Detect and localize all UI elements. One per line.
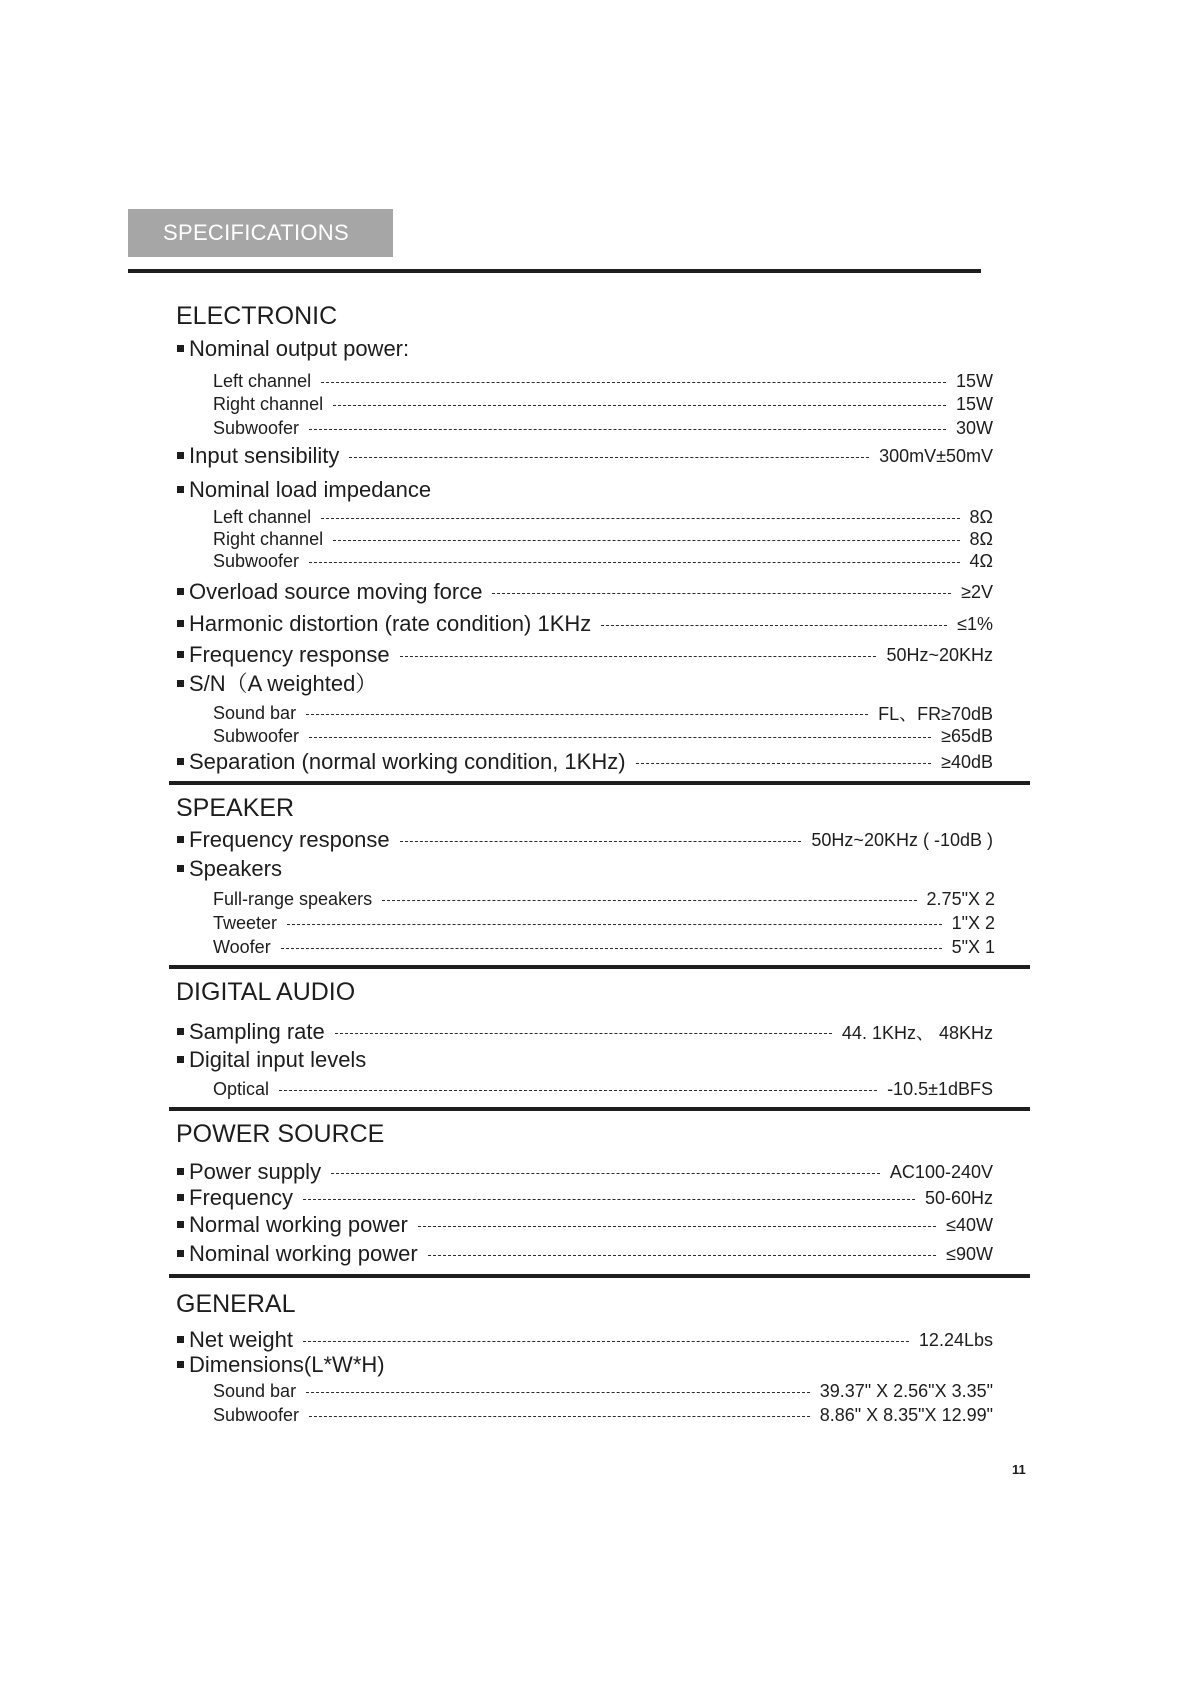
spec-row-full-range-speakers: Full-range speakers 2.75"X 2 <box>213 888 995 909</box>
bullet-icon <box>177 1250 184 1257</box>
section-divider <box>169 781 1030 785</box>
bullet-icon <box>177 1361 184 1368</box>
item-digital-input-levels: Digital input levels <box>177 1046 366 1074</box>
bullet-icon <box>177 345 184 352</box>
spec-row-power-supply: Power supply AC100-240V <box>177 1160 993 1184</box>
spec-row-normal-working-power: Normal working power ≤40W <box>177 1213 993 1237</box>
bullet-icon <box>177 865 184 872</box>
bullet-icon <box>177 1028 184 1035</box>
bullet-icon <box>177 1056 184 1063</box>
spec-row-separation: Separation (normal working condition, 1KHz) ≥40dB <box>177 750 993 774</box>
spec-row-nominal-working-power: Nominal working power ≤90W <box>177 1242 993 1266</box>
bullet-icon <box>177 452 184 459</box>
section-divider <box>169 1274 1030 1278</box>
bullet-icon <box>177 1194 184 1201</box>
spec-row-right-channel-impedance: Right channel 8Ω <box>213 528 993 549</box>
spec-row-subwoofer-impedance: Subwoofer 4Ω <box>213 550 993 571</box>
spec-row-input-sensibility: Input sensibility 300mV±50mV <box>177 444 993 468</box>
bullet-icon <box>177 758 184 765</box>
item-speakers: Speakers <box>177 855 282 883</box>
section-title-general: GENERAL <box>176 1290 296 1318</box>
bullet-icon <box>177 680 184 687</box>
spec-row-net-weight: Net weight 12.24Lbs <box>177 1328 993 1352</box>
spec-row-left-channel-power: Left channel 15W <box>213 370 993 391</box>
spec-row-sn-sound-bar: Sound bar FL、FR≥70dB <box>213 702 993 724</box>
spec-row-optical: Optical -10.5±1dBFS <box>213 1078 993 1099</box>
bullet-icon <box>177 651 184 658</box>
spec-row-sn-subwoofer: Subwoofer ≥65dB <box>213 725 993 746</box>
bullet-icon <box>177 1168 184 1175</box>
header-rule <box>128 269 981 273</box>
section-divider <box>169 965 1030 969</box>
section-divider <box>169 1107 1030 1111</box>
spec-row-harmonic-distortion: Harmonic distortion (rate condition) 1KHz ≤1% <box>177 612 993 636</box>
section-title-electronic: ELECTRONIC <box>176 302 338 330</box>
spec-row-frequency: Frequency 50-60Hz <box>177 1186 993 1210</box>
spec-row-speaker-frequency-response: Frequency response 50Hz~20KHz ( -10dB ) <box>177 828 993 852</box>
spec-row-left-channel-impedance: Left channel 8Ω <box>213 506 993 527</box>
item-nominal-load-impedance: Nominal load impedance <box>177 476 431 504</box>
spec-row-subwoofer-power: Subwoofer 30W <box>213 417 993 438</box>
item-nominal-output-power: Nominal output power: <box>177 335 409 363</box>
spec-row-sampling-rate: Sampling rate 44. 1KHz、 48KHz <box>177 1020 993 1044</box>
spec-row-frequency-response: Frequency response 50Hz~20KHz <box>177 643 993 667</box>
bullet-icon <box>177 836 184 843</box>
section-title-power-source: POWER SOURCE <box>176 1120 385 1148</box>
spec-row-tweeter: Tweeter 1"X 2 <box>213 912 995 933</box>
spec-row-overload: Overload source moving force ≥2V <box>177 580 993 604</box>
section-title-speaker: SPEAKER <box>176 794 295 822</box>
spec-row-right-channel-power: Right channel 15W <box>213 393 993 414</box>
page-number: 11 <box>1012 1462 1026 1477</box>
bullet-icon <box>177 486 184 493</box>
section-title-digital-audio: DIGITAL AUDIO <box>176 978 356 1006</box>
bullet-icon <box>177 620 184 627</box>
spec-row-dimensions-sound-bar: Sound bar 39.37" X 2.56"X 3.35" <box>213 1380 993 1401</box>
item-sn-a-weighted: S/N（A weighted） <box>177 670 377 698</box>
specifications-header: SPECIFICATIONS <box>128 209 393 257</box>
spec-row-woofer: Woofer 5"X 1 <box>213 936 995 957</box>
bullet-icon <box>177 1336 184 1343</box>
spec-row-dimensions-subwoofer: Subwoofer 8.86" X 8.35"X 12.99" <box>213 1404 993 1425</box>
bullet-icon <box>177 1221 184 1228</box>
bullet-icon <box>177 588 184 595</box>
item-dimensions: Dimensions(L*W*H) <box>177 1351 385 1379</box>
